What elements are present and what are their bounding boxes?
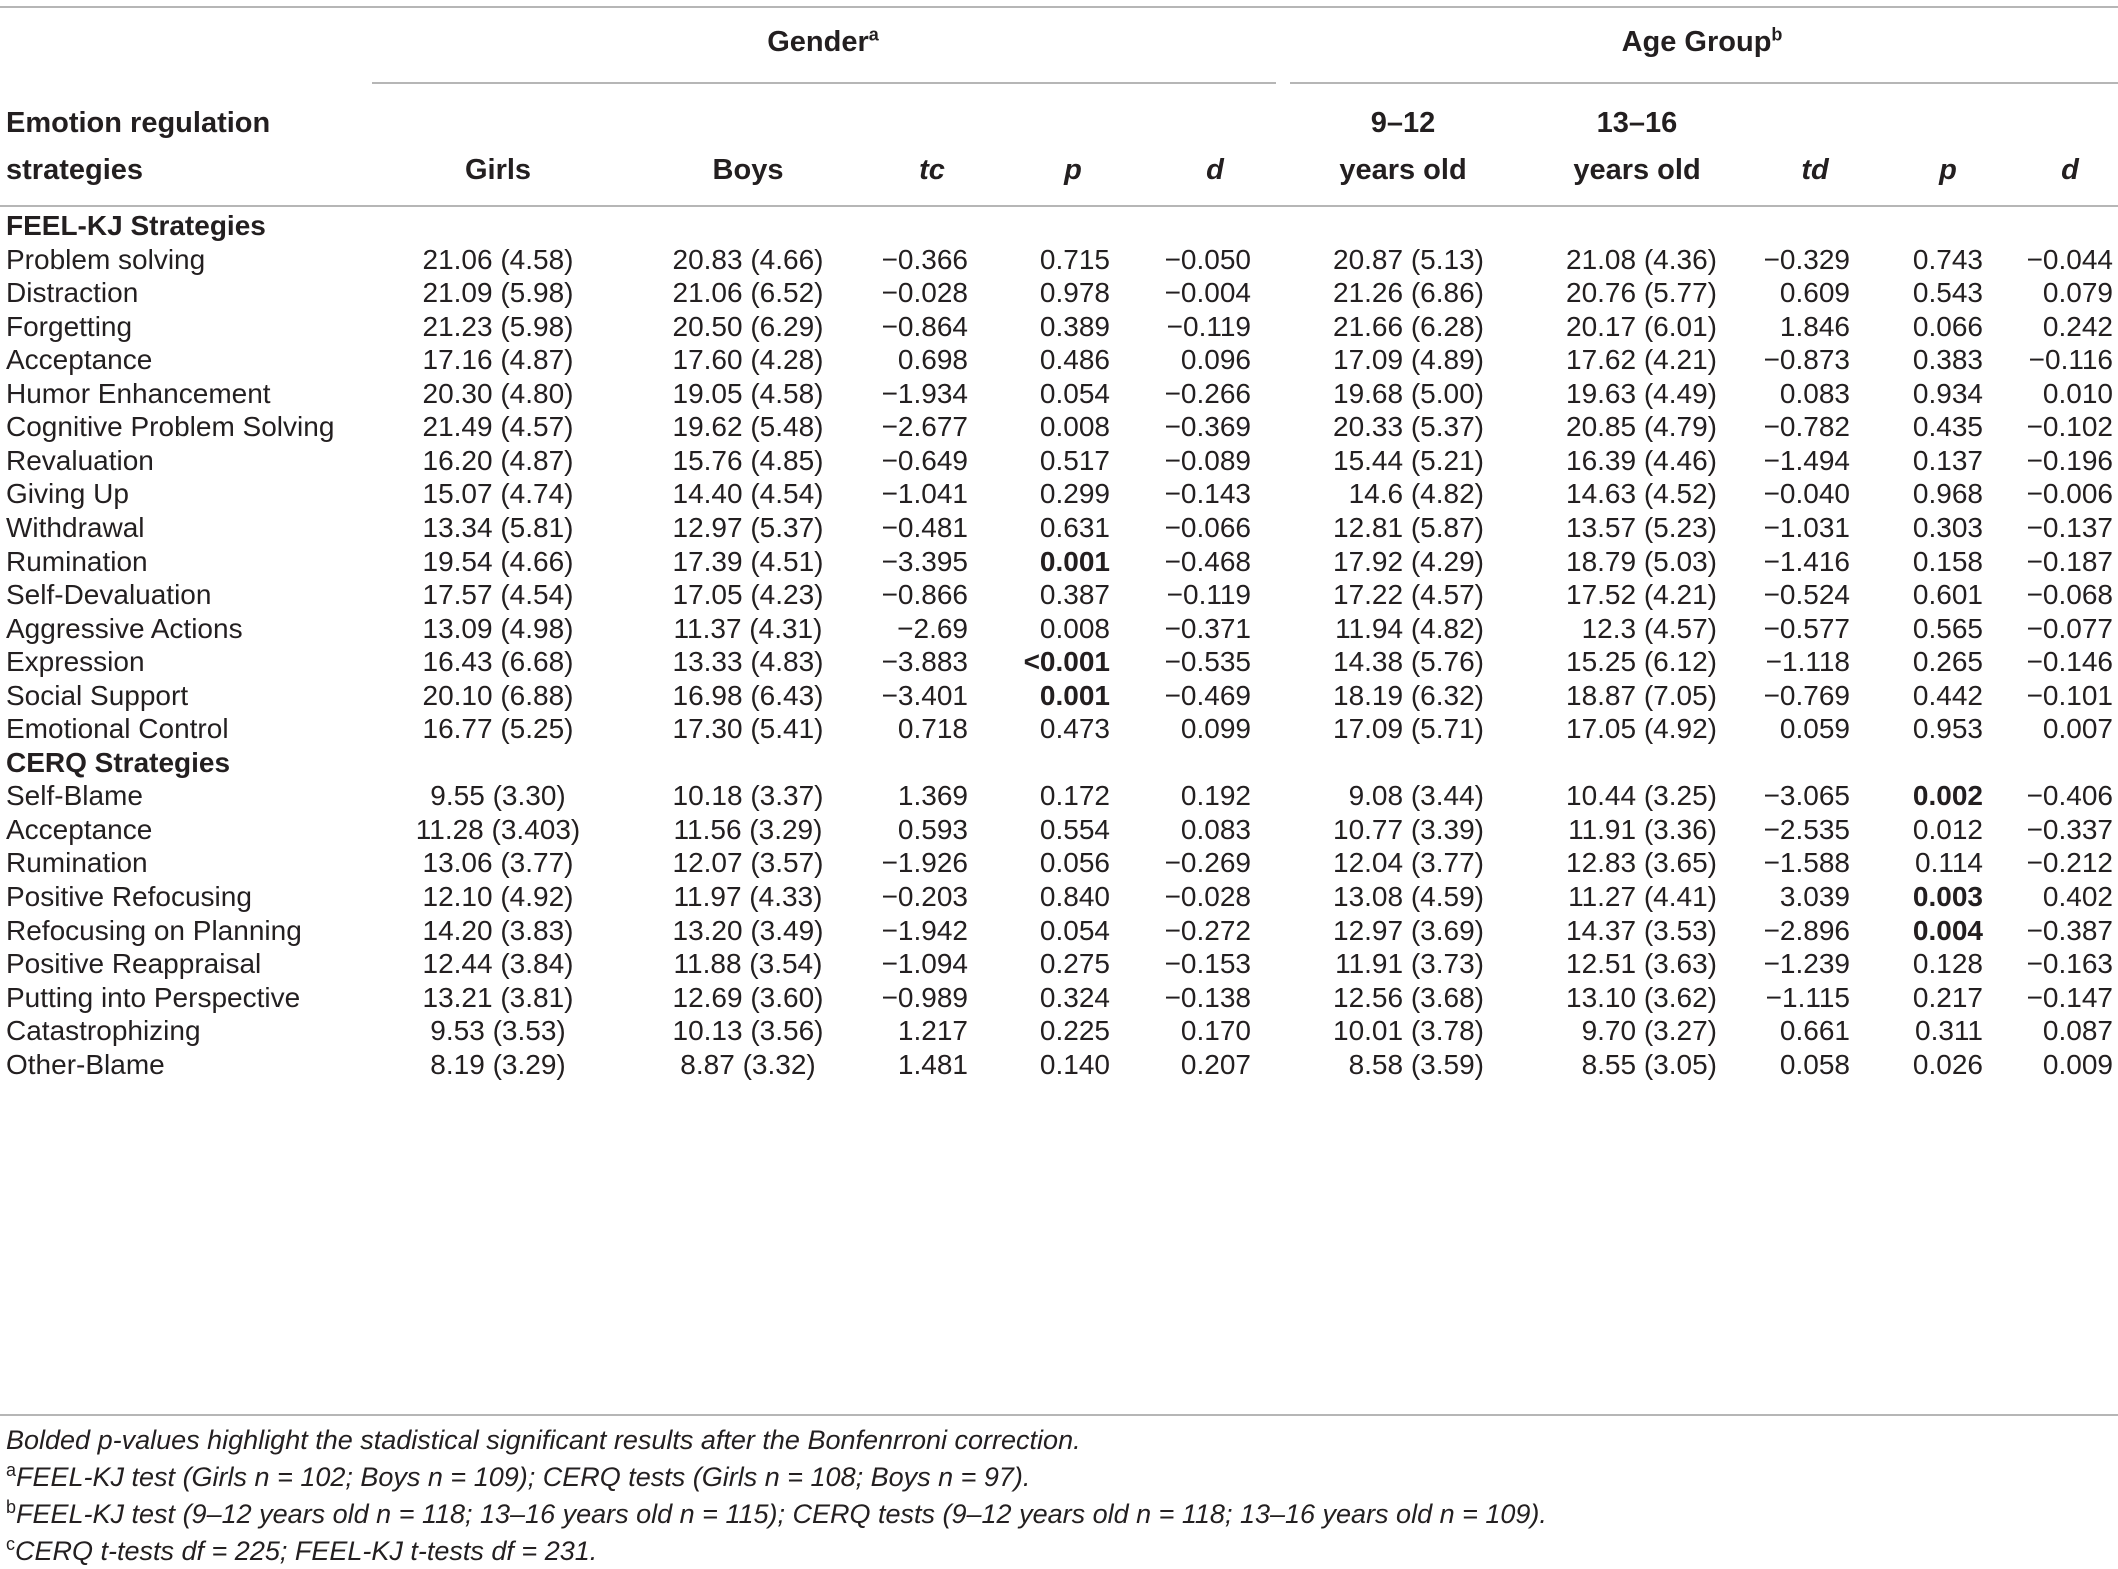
cell-d1: −0.369 [1164,411,1251,443]
cell-p1: 0.486 [1039,344,1110,376]
cell-old: 21.08 (4.36) [1566,243,1717,275]
cell-p2: 0.265 [1912,646,1983,678]
cell-tc: −1.942 [881,914,968,946]
cell-p1: 0.387 [1039,579,1110,611]
cell-old: 17.52 (4.21) [1566,579,1717,611]
cell-girls: 8.19 (3.29) [430,1048,566,1080]
cell-td: −0.873 [1763,344,1850,376]
cell-d1: 0.096 [1180,344,1251,376]
cell-d1: −0.138 [1164,981,1251,1013]
cell-td: 3.039 [1779,881,1850,912]
row-label: Catastrophizing [6,1015,201,1047]
row-label: Acceptance [6,813,153,845]
cell-p1: 0.001 [1039,679,1110,711]
cell-d2: −0.196 [2026,444,2113,476]
cell-young: 20.33 (5.37) [1333,411,1484,443]
cell-old: 18.87 (7.05) [1566,679,1717,711]
cell-d2: 0.242 [2042,310,2113,342]
cell-girls: 17.57 (4.54) [422,579,574,611]
cell-girls: 13.09 (4.98) [422,612,574,644]
cell-girls: 20.10 (6.88) [422,679,574,711]
cell-young: 9.08 (3.44) [1348,780,1484,812]
column-header-girls: Girls [464,154,532,186]
column-header-d1: d [1206,154,1224,186]
cell-old: 20.85 (4.79) [1566,411,1717,443]
cell-boys: 17.39 (4.51) [672,545,824,577]
cell-tc: −0.481 [881,511,968,543]
row-label: Withdrawal [6,511,145,543]
cell-tc: −0.989 [881,981,968,1013]
cell-td: −0.782 [1763,411,1850,443]
cell-p2: 0.311 [1915,1015,1983,1047]
cell-girls: 12.44 (3.84) [422,948,574,980]
cell-d1: −0.143 [1164,478,1251,510]
cell-p1: 0.554 [1039,813,1110,845]
cell-td: −0.769 [1763,679,1850,711]
cell-young: 13.08 (4.59) [1333,881,1484,912]
cell-d2: −0.187 [2026,545,2113,577]
cell-p2: 0.002 [1912,780,1983,812]
cell-old: 9.70 (3.27) [1581,1015,1717,1047]
cell-old: 12.83 (3.65) [1566,847,1717,879]
cell-old: 20.76 (5.77) [1566,277,1717,309]
cell-p2: 0.934 [1912,377,1983,409]
cell-young: 15.44 (5.21) [1333,444,1484,476]
cell-boys: 11.97 (4.33) [673,881,823,912]
cell-girls: 9.55 (3.30) [430,780,566,812]
cell-girls: 13.06 (3.77) [422,847,574,879]
cell-p2: 0.565 [1912,612,1983,644]
cell-d2: 0.079 [2042,277,2113,309]
cell-tc: −3.883 [881,646,968,678]
cell-d2: −0.387 [2026,914,2113,946]
cell-d1: 0.083 [1180,813,1251,845]
row-label: Emotional Control [6,713,229,745]
cell-p2: 0.003 [1912,881,1983,912]
cell-d1: 0.207 [1180,1048,1251,1080]
row-label: Rumination [6,545,148,577]
cell-d2: 0.010 [2042,377,2113,409]
cell-young: 12.04 (3.77) [1333,847,1484,879]
cell-d1: −0.119 [1166,579,1251,611]
cell-p1: 0.299 [1039,478,1110,510]
row-label: Forgetting [6,310,133,342]
cell-girls: 12.10 (4.92) [422,881,574,912]
cell-girls: 15.07 (4.74) [422,478,574,510]
cell-td: 0.083 [1779,377,1850,409]
row-label: Putting into Perspective [6,981,301,1013]
column-header-tc: tc [919,154,945,186]
cell-boys: 14.40 (4.54) [672,478,824,510]
cell-d2: 0.402 [2042,881,2113,912]
age1-header-line1: 9–12 [1370,107,1436,139]
cell-boys: 19.05 (4.58) [672,377,824,409]
column-header-p1: p [1064,154,1082,186]
cell-boys: 13.20 (3.49) [672,914,824,946]
cell-boys: 12.97 (5.37) [672,511,824,543]
cell-boys: 12.07 (3.57) [672,847,824,879]
cell-young: 21.66 (6.28) [1333,310,1484,342]
cell-tc: −2.677 [881,411,968,443]
cell-boys: 17.05 (4.23) [672,579,824,611]
column-header-d2: d [2061,154,2079,186]
cell-young: 17.92 (4.29) [1333,545,1484,577]
cell-young: 12.81 (5.87) [1333,511,1484,543]
cell-d1: −0.469 [1164,679,1251,711]
cell-p1: 0.324 [1039,981,1110,1013]
section-title: FEEL-KJ Strategies [6,210,266,241]
cell-d2: −0.102 [2026,411,2113,443]
cell-boys: 19.62 (5.48) [672,411,824,443]
cell-old: 11.91 (3.36) [1568,813,1717,845]
cell-d1: −0.089 [1164,444,1251,476]
cell-girls: 21.49 (4.57) [422,411,574,443]
row-label-header-line2: strategies [6,154,144,186]
cell-old: 15.25 (6.12) [1566,646,1717,678]
cell-tc: −0.366 [881,243,968,275]
cell-d2: −0.116 [2028,344,2113,376]
cell-td: −1.416 [1763,545,1850,577]
column-header-age2-line2: years old [1573,154,1701,186]
cell-d2: −0.337 [2026,813,2113,845]
cell-tc: −2.69 [897,612,968,644]
cell-boys: 17.30 (5.41) [672,713,824,745]
cell-old: 14.37 (3.53) [1566,914,1717,946]
cell-p2: 0.743 [1912,243,1983,275]
cell-boys: 20.83 (4.66) [672,243,824,275]
cell-p2: 0.601 [1912,579,1983,611]
cell-d2: −0.068 [2026,579,2113,611]
cell-p1: 0.840 [1039,881,1110,912]
footnote: $^c$CERQ t-tests df = 225; FEEL-KJ t-tests df = 231. [6,1534,598,1566]
cell-td: −3.065 [1763,780,1850,812]
table-bottom-rule [0,1414,2118,1416]
row-label: Aggressive Actions [6,612,243,644]
cell-tc: −1.041 [881,478,968,510]
row-label: Positive Reappraisal [6,948,262,980]
cell-tc: −0.864 [881,310,968,342]
cell-old: 10.44 (3.25) [1566,780,1717,812]
cell-old: 13.57 (5.23) [1566,511,1717,543]
cell-d2: −0.212 [2026,847,2113,879]
cell-d2: 0.007 [2042,713,2113,745]
column-header-p2: p [1939,154,1957,186]
cell-old: 20.17 (6.01) [1566,310,1717,342]
cell-young: 20.87 (5.13) [1333,243,1484,275]
age2-header-line1: 13–16 [1596,107,1678,139]
cell-p2: 0.442 [1912,679,1983,711]
cell-p2: 0.004 [1912,914,1983,946]
cell-d2: −0.101 [2026,679,2113,711]
cell-td: −0.524 [1763,579,1850,611]
age-group-header: Age Group$^b$ [1621,24,1783,58]
cell-d2: −0.147 [2026,981,2113,1013]
cell-young: 18.19 (6.32) [1333,679,1484,711]
cell-d1: −0.272 [1164,914,1251,946]
row-label: Refocusing on Planning [6,914,302,946]
cell-p2: 0.968 [1912,478,1983,510]
row-label: Self-Devaluation [6,579,212,611]
cell-old: 13.10 (3.62) [1566,981,1717,1013]
cell-young: 10.01 (3.78) [1333,1015,1484,1047]
cell-d1: −0.119 [1166,310,1251,342]
cell-td: 0.059 [1779,713,1850,745]
cell-d2: −0.006 [2026,478,2113,510]
cell-d1: −0.535 [1164,646,1251,678]
cell-p2: 0.137 [1912,444,1983,476]
row-label: Distraction [6,277,139,309]
footnote: $^a$FEEL-KJ test (Girls n = 102; Boys n = 109); CERQ tests (Girls n = 108; Boys n = 97). [6,1460,1031,1492]
cell-old: 14.63 (4.52) [1566,478,1717,510]
cell-d1: −0.004 [1164,277,1251,309]
cell-old: 11.27 (4.41) [1568,881,1717,912]
cell-tc: −0.649 [881,444,968,476]
cell-boys: 17.60 (4.28) [672,344,824,376]
cell-boys: 21.06 (6.52) [672,277,824,309]
cell-old: 17.62 (4.21) [1566,344,1717,376]
cell-p1: 0.054 [1039,914,1110,946]
cell-p1: <0.001 [1023,646,1110,678]
cell-young: 21.26 (6.86) [1333,277,1484,309]
cell-tc: 0.718 [897,713,968,745]
cell-young: 8.58 (3.59) [1348,1048,1484,1080]
cell-old: 17.05 (4.92) [1566,713,1717,745]
cell-young: 19.68 (5.00) [1333,377,1484,409]
cell-young: 10.77 (3.39) [1333,813,1484,845]
cell-tc: −3.401 [881,679,968,711]
cell-p1: 0.008 [1039,612,1110,644]
cell-girls: 9.53 (3.53) [430,1015,566,1047]
cell-td: −1.494 [1763,444,1850,476]
cell-d2: −0.406 [2026,780,2113,812]
cell-p1: 0.978 [1039,277,1110,309]
cell-girls: 21.23 (5.98) [422,310,574,342]
cell-d2: 0.087 [2042,1015,2113,1047]
footnote: Bolded p-values highlight the stadistical significant results after the Bonfenrroni correction. [6,1425,1081,1455]
cell-td: 0.661 [1779,1015,1850,1047]
cell-tc: −0.866 [881,579,968,611]
cell-old: 8.55 (3.05) [1581,1048,1717,1080]
cell-td: −1.239 [1763,948,1850,980]
cell-girls: 13.34 (5.81) [422,511,574,543]
cell-p1: 0.225 [1039,1015,1110,1047]
cell-p1: 0.389 [1039,310,1110,342]
cell-d1: 0.170 [1180,1015,1251,1047]
footnote: $^b$FEEL-KJ test (9–12 years old n = 118; 13–16 years old n = 115); CERQ tests (9–12 years old n = 118; 13–16 years old n = 109). [6,1497,1547,1529]
cell-tc: 1.217 [897,1015,968,1047]
cell-d1: −0.066 [1164,511,1251,543]
cell-young: 11.94 (4.82) [1335,612,1484,644]
cell-boys: 11.88 (3.54) [673,948,823,980]
row-label: Revaluation [6,444,154,476]
cell-p1: 0.473 [1039,713,1110,745]
row-label: Expression [6,646,145,678]
cell-tc: −0.203 [881,881,968,912]
cell-boys: 8.87 (3.32) [680,1048,816,1080]
cell-d2: −0.077 [2026,612,2113,644]
row-label: Other-Blame [6,1048,165,1080]
cell-girls: 16.43 (6.68) [422,646,574,678]
cell-young: 12.56 (3.68) [1333,981,1484,1013]
cell-p2: 0.383 [1912,344,1983,376]
column-header-td: td [1801,154,1829,186]
cell-td: −0.329 [1763,243,1850,275]
cell-tc: 0.593 [897,813,968,845]
cell-old: 12.3 (4.57) [1581,612,1717,644]
cell-td: −0.577 [1763,612,1850,644]
cell-d1: −0.028 [1164,881,1251,912]
row-label-header: Emotion regulation [6,107,271,139]
cell-tc: 1.481 [897,1048,968,1080]
cell-p1: 0.275 [1039,948,1110,980]
cell-boys: 13.33 (4.83) [672,646,824,678]
column-header-age1-line2: years old [1339,154,1467,186]
cell-tc: −3.395 [881,545,968,577]
cell-p2: 0.217 [1912,981,1983,1013]
cell-tc: 1.369 [897,780,968,812]
cell-old: 12.51 (3.63) [1566,948,1717,980]
cell-girls: 17.16 (4.87) [422,344,574,376]
cell-td: 1.846 [1779,310,1850,342]
cell-d1: −0.050 [1164,243,1251,275]
cell-d1: −0.371 [1164,612,1251,644]
cell-old: 18.79 (5.03) [1566,545,1717,577]
cell-d2: 0.009 [2042,1048,2113,1080]
cell-d1: −0.153 [1164,948,1251,980]
age-group-rule [1290,82,2118,84]
cell-young: 11.91 (3.73) [1335,948,1484,980]
cell-girls: 19.54 (4.66) [422,545,574,577]
cell-p2: 0.012 [1912,813,1983,845]
cell-p1: 0.008 [1039,411,1110,443]
cell-p2: 0.066 [1912,310,1983,342]
cell-td: −1.588 [1763,847,1850,879]
cell-p2: 0.435 [1912,411,1983,443]
cell-p1: 0.054 [1039,377,1110,409]
cell-girls: 21.09 (5.98) [422,277,574,309]
cell-d2: −0.163 [2026,948,2113,980]
cell-p1: 0.517 [1039,444,1110,476]
gender-group-rule [372,82,1276,84]
cell-girls: 11.28 (3.403) [415,813,581,845]
cell-boys: 12.69 (3.60) [672,981,824,1013]
cell-boys: 10.18 (3.37) [672,780,824,812]
cell-young: 14.38 (5.76) [1333,646,1484,678]
cell-boys: 10.13 (3.56) [672,1015,824,1047]
cell-tc: −1.934 [881,377,968,409]
cell-p2: 0.953 [1912,713,1983,745]
cell-d1: 0.192 [1180,780,1251,812]
cell-d1: −0.269 [1164,847,1251,879]
row-label: Self-Blame [6,780,143,812]
cell-d1: −0.468 [1164,545,1251,577]
cell-young: 17.22 (4.57) [1333,579,1484,611]
section-title: CERQ Strategies [6,746,231,778]
cell-p1: 0.715 [1039,243,1110,275]
cell-tc: −0.028 [881,277,968,309]
cell-old: 16.39 (4.46) [1566,444,1717,476]
row-label: Humor Enhancement [6,377,271,409]
cell-boys: 16.98 (6.43) [672,679,824,711]
cell-old: 19.63 (4.49) [1566,377,1717,409]
cell-p2: 0.303 [1912,511,1983,543]
column-header-boys: Boys [712,154,784,186]
cell-p1: 0.056 [1039,847,1110,879]
top-rule [0,6,2118,8]
cell-p1: 0.631 [1039,511,1110,543]
cell-td: 0.058 [1779,1048,1850,1080]
cell-young: 17.09 (4.89) [1333,344,1484,376]
cell-girls: 16.77 (5.25) [422,713,574,745]
cell-boys: 20.50 (6.29) [672,310,824,342]
cell-p2: 0.114 [1915,847,1983,879]
cell-tc: 0.698 [897,344,968,376]
cell-girls: 16.20 (4.87) [422,444,574,476]
cell-p1: 0.172 [1039,780,1110,812]
cell-td: −2.896 [1763,914,1850,946]
cell-tc: −1.926 [881,847,968,879]
cell-p1: 0.001 [1039,545,1110,577]
cell-boys: 11.56 (3.29) [673,813,823,845]
row-label: Cognitive Problem Solving [6,411,335,443]
cell-d2: −0.146 [2026,646,2113,678]
cell-td: −1.118 [1765,646,1850,678]
cell-girls: 13.21 (3.81) [422,981,574,1013]
cell-td: −1.031 [1763,511,1850,543]
cell-tc: −1.094 [881,948,968,980]
row-label: Positive Refocusing [6,881,252,912]
cell-boys: 11.37 (4.31) [673,612,823,644]
cell-p2: 0.158 [1912,545,1983,577]
cell-td: −2.535 [1763,813,1850,845]
cell-p2: 0.543 [1912,277,1983,309]
cell-td: 0.609 [1779,277,1850,309]
cell-d1: −0.266 [1164,377,1251,409]
cell-p1: 0.140 [1039,1048,1110,1080]
cell-d1: 0.099 [1180,713,1251,745]
cell-d2: −0.044 [2026,243,2113,275]
cell-young: 14.6 (4.82) [1348,478,1484,510]
row-label: Giving Up [6,478,129,510]
row-label: Social Support [6,679,189,711]
gender-group-header: Gender$^a$ [767,24,879,58]
cell-p2: 0.026 [1912,1048,1983,1080]
header-bottom-rule [0,205,2118,207]
cell-young: 17.09 (5.71) [1333,713,1484,745]
cell-girls: 14.20 (3.83) [422,914,574,946]
cell-girls: 20.30 (4.80) [422,377,574,409]
cell-td: −1.115 [1765,981,1850,1013]
cell-young: 12.97 (3.69) [1333,914,1484,946]
cell-girls: 21.06 (4.58) [422,243,574,275]
row-label: Problem solving [6,243,206,275]
cell-boys: 15.76 (4.85) [672,444,824,476]
cell-td: −0.040 [1763,478,1850,510]
cell-p2: 0.128 [1912,948,1983,980]
row-label: Rumination [6,847,148,879]
cell-d2: −0.137 [2026,511,2113,543]
row-label: Acceptance [6,344,153,376]
